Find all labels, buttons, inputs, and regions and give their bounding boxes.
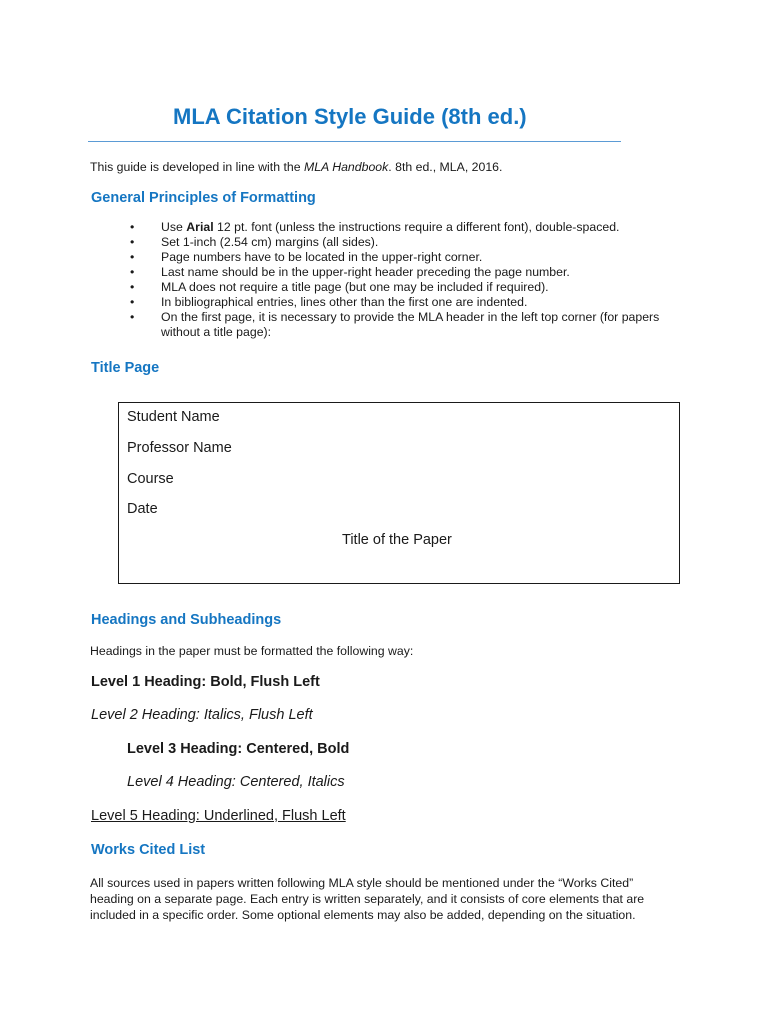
list-item <box>120 310 681 340</box>
intro-handbook-italic: MLA Handbook <box>303 160 389 174</box>
list-item <box>120 280 720 295</box>
list-item <box>120 220 720 235</box>
level-2-heading-example: Level 2 Heading: Italics, Flush Left <box>91 707 313 723</box>
works-cited-line: included in a specific order. Some optional elements may also be added, depending on the situation. <box>90 908 636 922</box>
course-line: Course <box>127 471 174 487</box>
bullet-glyph: • <box>130 280 135 294</box>
list-item <box>120 235 720 250</box>
works-cited-heading: Works Cited List <box>91 842 206 858</box>
intro-text-before: This guide is developed in line with the <box>90 160 304 174</box>
general-principles-heading: General Principles of Formatting <box>91 190 316 206</box>
bullet-text-after: 12 pt. font (unless the instructions require a different font), double-spaced. <box>213 220 620 234</box>
bullet-glyph: • <box>130 250 135 264</box>
bullet-glyph: • <box>130 310 135 324</box>
works-cited-line: heading on a separate page. Each entry is written separately, and it consists of core elements that are <box>90 892 645 906</box>
paper-title-line: Title of the Paper <box>342 532 452 548</box>
bullet-text: On the first page, it is necessary to provide the MLA header in the left top corner (for papers without a title page): <box>161 310 660 339</box>
level-4-heading-example: Level 4 Heading: Centered, Italics <box>127 774 345 790</box>
list-item <box>120 265 720 280</box>
bullet-glyph: • <box>130 295 135 309</box>
date-line: Date <box>127 501 158 517</box>
bullet-text: Last name should be in the upper-right header preceding the page number. <box>161 265 570 279</box>
level-5-heading-example: Level 5 Heading: Underlined, Flush Left <box>91 808 346 824</box>
headings-intro: Headings in the paper must be formatted the following way: <box>90 644 414 658</box>
bullet-text: In bibliographical entries, lines other than the first one are indented. <box>161 295 528 309</box>
professor-name-line: Professor Name <box>127 440 232 456</box>
student-name-line: Student Name <box>127 409 220 425</box>
bullet-text-before: Use <box>161 220 187 234</box>
level-3-heading-example: Level 3 Heading: Centered, Bold <box>127 741 350 757</box>
title-page-example-box <box>118 402 680 584</box>
title-page-heading: Title Page <box>91 360 160 376</box>
formatting-bullet-list <box>120 220 720 340</box>
intro-text-after: . 8th ed., MLA, 2016. <box>388 160 503 174</box>
bullet-font-name-bold: Arial <box>186 220 214 234</box>
page-title: MLA Citation Style Guide (8th ed.) <box>173 104 527 129</box>
title-divider <box>88 141 621 142</box>
works-cited-line: All sources used in papers written following MLA style should be mentioned under the “Works Cited” <box>90 876 634 890</box>
bullet-text: Page numbers have to be located in the upper-right corner. <box>161 250 483 264</box>
bullet-text: Set 1-inch (2.54 cm) margins (all sides). <box>161 235 379 249</box>
list-item <box>120 295 720 310</box>
bullet-text: MLA does not require a title page (but one may be included if required). <box>161 280 549 294</box>
list-item <box>120 250 720 265</box>
bullet-glyph: • <box>130 220 135 234</box>
bullet-glyph: • <box>130 235 135 249</box>
headings-section-heading: Headings and Subheadings <box>91 612 282 628</box>
bullet-glyph: • <box>130 265 135 279</box>
intro-paragraph <box>90 160 502 176</box>
level-1-heading-example: Level 1 Heading: Bold, Flush Left <box>91 674 320 690</box>
